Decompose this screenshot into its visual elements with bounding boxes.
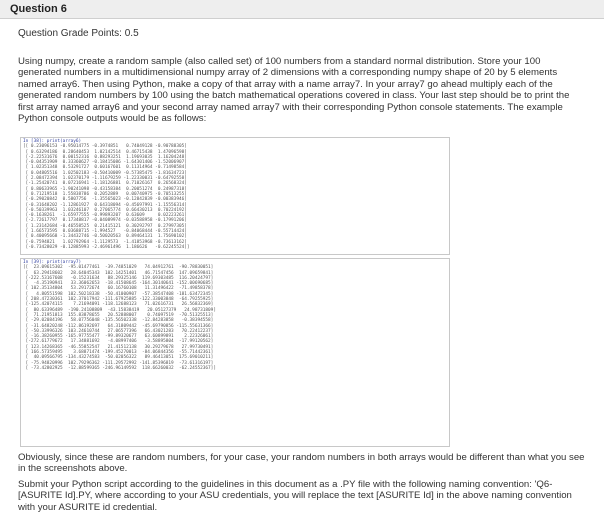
question-header [0, 0, 604, 19]
question-title: Question 6 [10, 3, 67, 15]
array6-console-output [20, 137, 450, 255]
array7-console-output [20, 258, 450, 447]
submission-instructions: Submit your Python script according to the guidelines in this document as a .PY file with the following naming convention: 'Q6-[ASURITE Id].PY, where according to your ASU credentials, you will replace the text [ASURITE Id] in the above naming convention with your ASURITE id credential. [18, 479, 572, 513]
array6-prompt: In [38]: print(array6) [23, 139, 82, 144]
array7-prompt: In [39]: print(array7) [23, 260, 82, 265]
random-numbers-note: Obviously, since these are random numbers, for your case, your random numbers in both arrays would be different than what you see in the screenshots above. [18, 452, 585, 475]
question-instructions: Using numpy, create a random sample (also called set) of 100 numbers from a standard normal distribution. Store your 100 generated numbers in a multidimensional numpy array of 2 dimensions with a corresponding numpy shape of 20 by 5 elements named array6. Then using Python, make a copy of that array with a name array7. In your array7 go ahead multiply each of the generated random numbers by 100 using the batch mathematical operations covered in class. Your last step should be to print the first array named array6 and your second array named array7 with their corresponding Python console statements. The example Python console outputs would be as follows: [18, 56, 570, 125]
question-grade-points: Question Grade Points: 0.5 [18, 28, 139, 39]
array6-values: [[ 0.23096153 -0.95014775 -0.3974851 0.74049128 -0.90788305] [ 0.63294186 0.28640453 1.02142514 0.46715438 1.47096598] [-2.22531676 0.00152316 0.88293251 1.19693035 1.16204248] [-0.04351909 0.33360627 -0.18415086 -1.64301406 -1.52006907] [ 1.02351348 0.53291727 0.60167601 0.11314964 -0.71498584] [ 0.04805516 1.02502183 -0.50410009 -0.57385475 -1.81634723] [ 2.08472394 1.02370179 -1.11679259 -1.22330031 -0.64792558] [-1.25420741 0.07216941 -1.18126881 0.71026167 0.26568324] [ 0.80633965 -1.90241098 -0.43158384 0.20051274 0.24987318] [ 0.71219518 1.55838786 0.2052889 0.00740975 -0.70513255] [-0.29020842 0.5807756 -1.35565023 -0.12842839 -0.00383946] [-0.31648202 -1.12861927 0.64318094 -0.45697991 -1.15556314] [-0.50339963 1.03246107 0.27065774 0.66430213 0.70224192] [-0.1638261 -1.65977555 -0.99893207 0.63609 0.02223261] [-2.72617797 0.17348817 -0.04089974 -0.03588958 -0.17991206] [ 1.23142684 -0.46558525 0.21415121 0.30292797 0.27997305] [ 1.66573595 0.03688715 -1.994527 -0.84068444 -0.55714424] [ 0.40095668 -1.34432746 -0.50020563 0.89464131 1.75690102] [-0.7594821 1.02792964 -1.1129573 -1.41853968 -0.73613162] [-0.73428029 -0.12885993 -2.46961496 1.186626 -0.62245524]] [23, 144, 190, 250]
array7-values: [[ 23.09615302 -95.01477461 -39.74851029 74.04912761 -90.78830051] [ 63.29418602 28.64045343 102.14251401 46.71547456 147.09659841] [-222.53167608 -0.15231634 88.29325146 119.69303485 116.20424797] [ -4.35190941 33.36062653 -18.41508645 -164.30140641 -152.00690685] [ 102.35134804 53.29172674 60.16760108 11.31496422 -71.49858378] [ 4.80551598 102.50218338 -50.41000907 -57.38547408 -181.63472345] [ 208.47230361 102.37017942 -111.67925885 -122.33003848 -64.79255925] [-125.42074115 7.21694091 -118.12688123 71.02616731 26.56832369] [ 80.63396489 -190.24108809 -43.15838419 20.05127379 24.98731809] [ 71.21951813 155.83878655 20.52888007 0.74097519 -70.51325513] [ -29.02084196 58.07756048 -135.56502338 -12.84283858 -0.38394558] [ -31.64820248 -112.86192697 64.31809442 -45.69790856 -115.55631366] [ -50.33996326 103.24610744 27.06577396 66.43021283 70.22412237] [ -16.38260955 -165.97755477 -99.89320677 63.60899891 2.22326061] [-272.61779672 17.34881692 -4.08997406 -3.58895804 -17.99120562] [ 123.14268365 -46.55852547 21.41512138 30.29279678 27.99730491] [ 166.57359495 3.68871474 -199.45270013 -84.06844356 -55.71442361] [ 40.09566795 -134.43274583 -50.02056322 89.46413051 175.69010211] [ -75.94820996 102.79296362 -111.29572992 -141.85396819 -73.61316197] [ -73.42802925 -12.88599365 -246.96149592 118.66260032 -62.24552367]] [23, 265, 216, 371]
